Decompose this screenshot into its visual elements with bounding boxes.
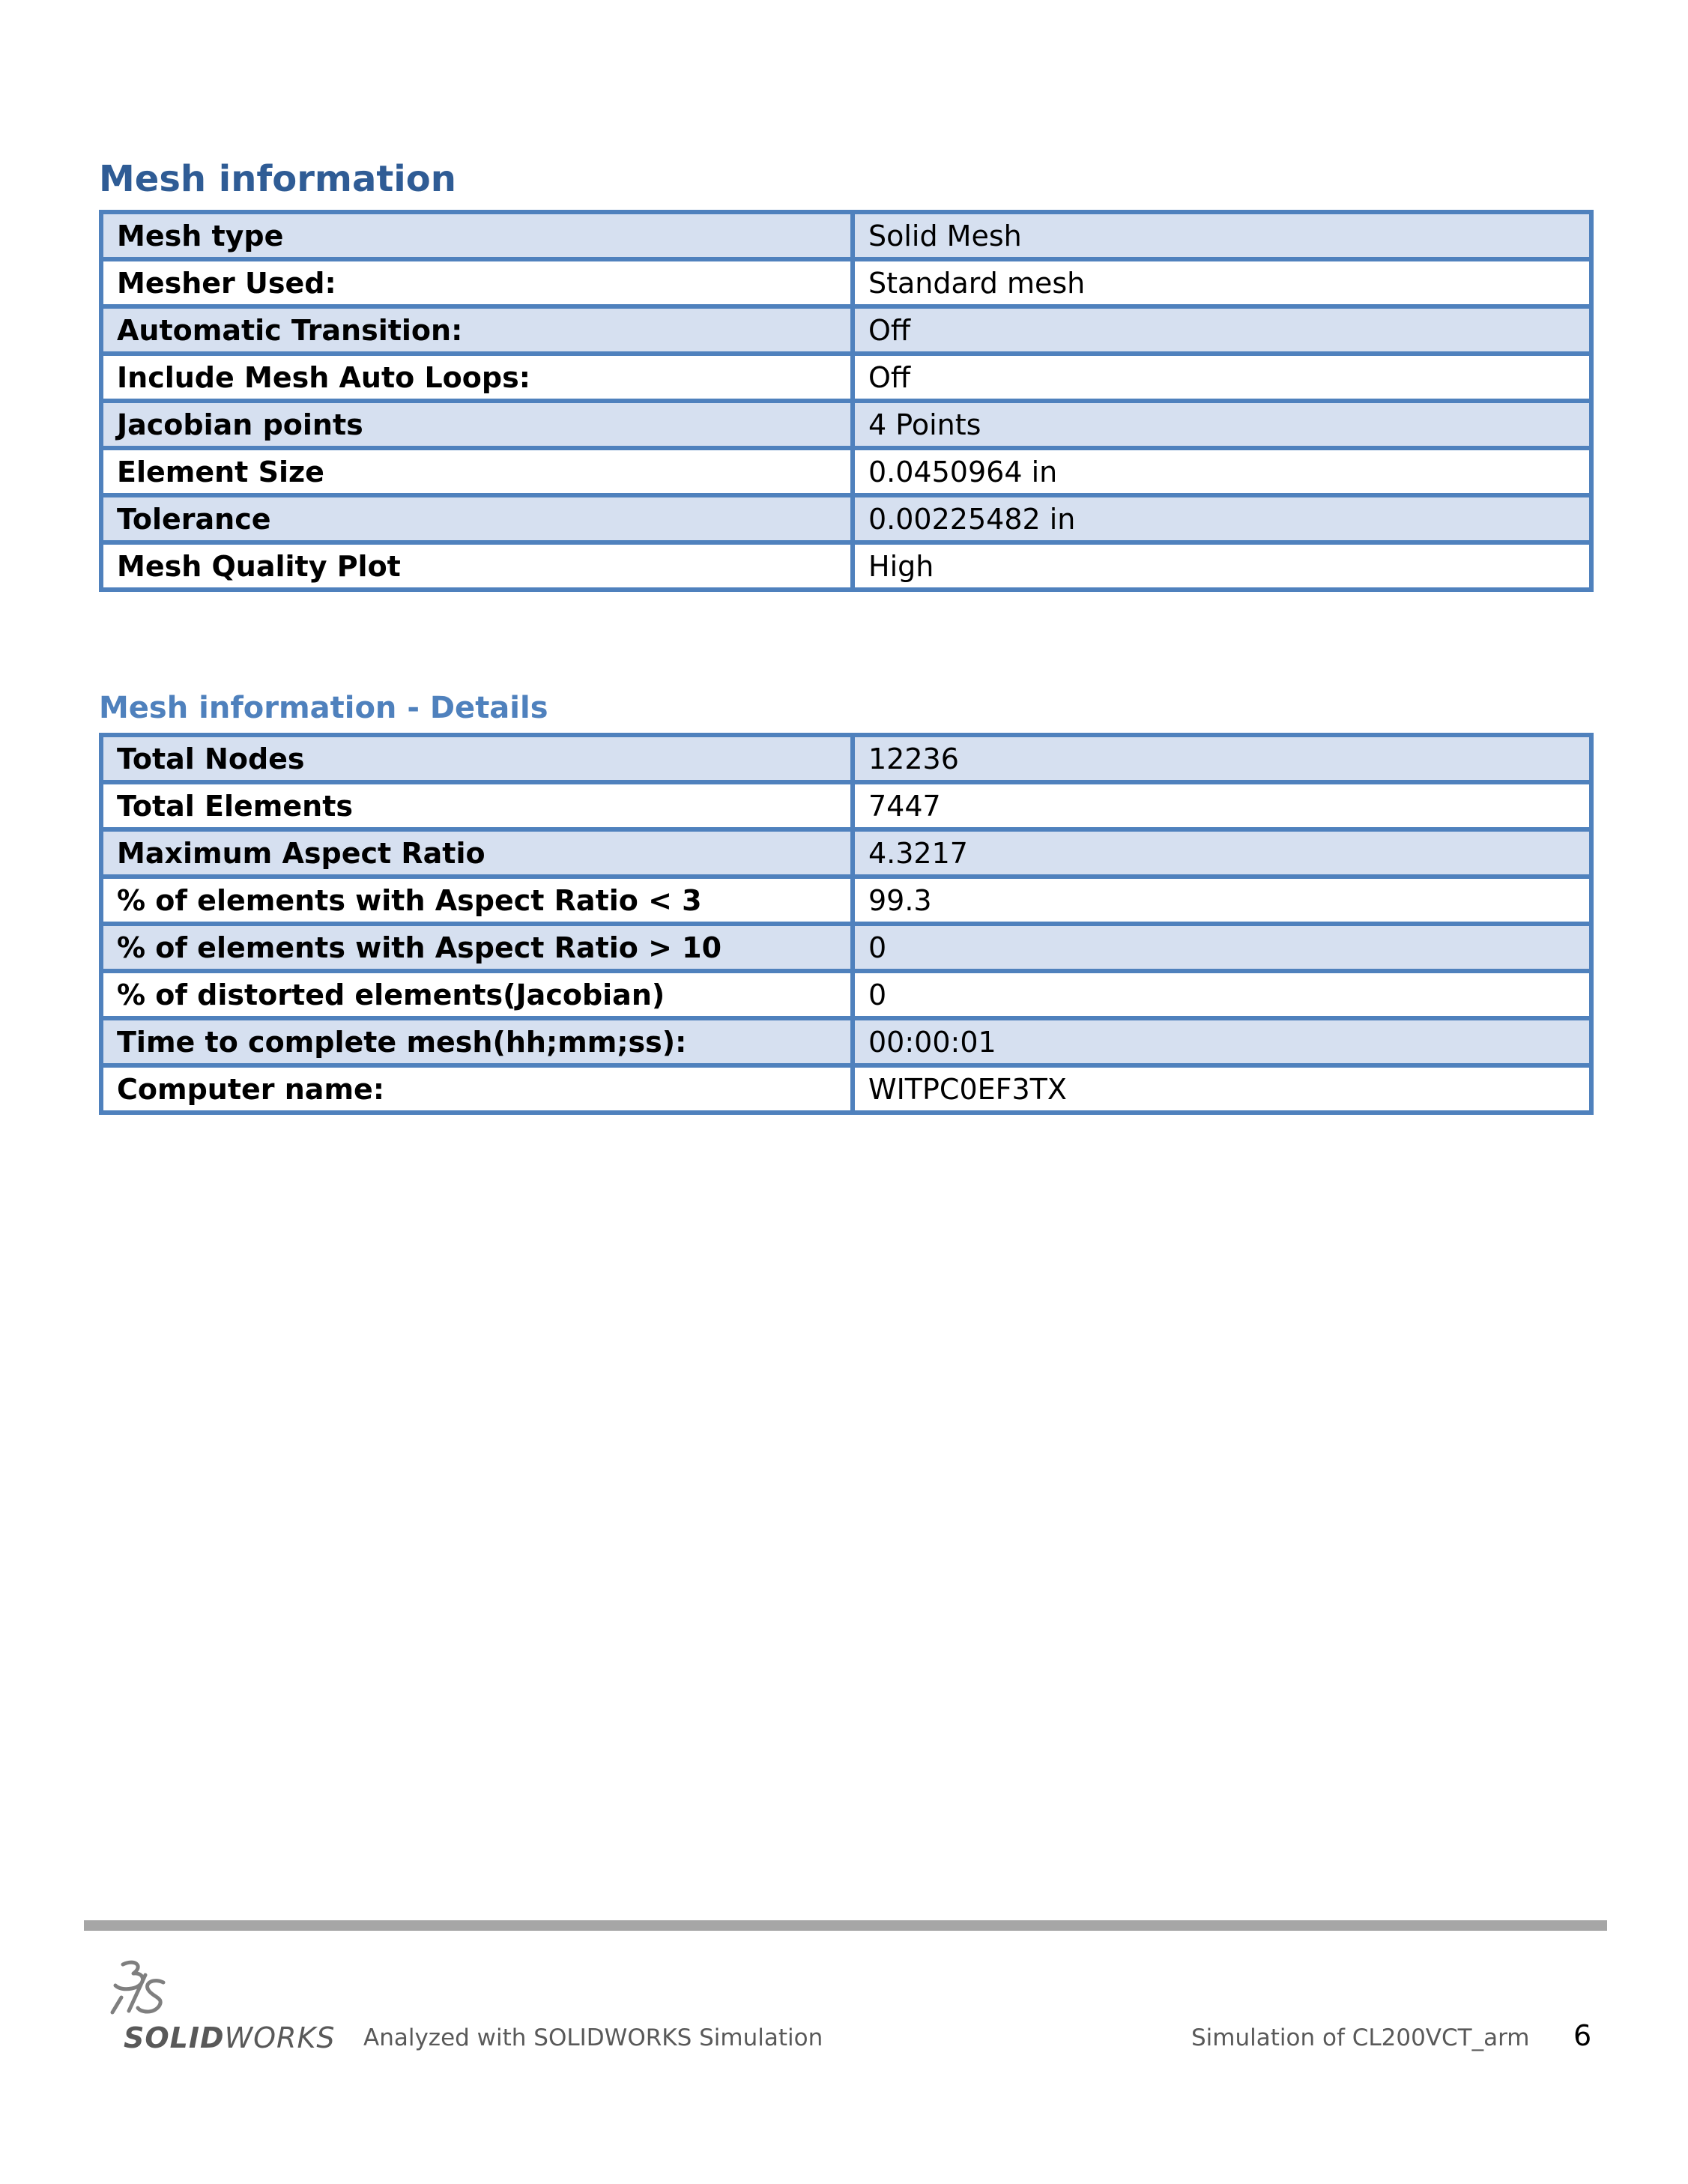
table-row (101, 212, 1591, 259)
mesh-details-table (99, 733, 1594, 1115)
table-row (101, 1018, 1591, 1065)
row-value: High (853, 542, 1591, 590)
page-number: 6 (1573, 2019, 1592, 2052)
table-row (101, 401, 1591, 448)
row-value: 0 (853, 971, 1591, 1018)
logo-word-bold: SOLID (124, 2021, 225, 2054)
row-label: Jacobian points (101, 401, 853, 448)
row-value: 7447 (853, 782, 1591, 829)
solidworks-logo-wordmark (124, 2021, 336, 2054)
logo-word-light: WORKS (224, 2021, 336, 2054)
row-label: Include Mesh Auto Loops: (101, 354, 853, 401)
row-value: WITPC0EF3TX (853, 1065, 1591, 1113)
mesh-information-heading: Mesh information (99, 158, 456, 200)
row-label: Mesh Quality Plot (101, 542, 853, 590)
row-label: Total Elements (101, 782, 853, 829)
row-value: 4 Points (853, 401, 1591, 448)
row-label: Total Nodes (101, 735, 853, 782)
table-row (101, 1065, 1591, 1113)
row-value: 0.0450964 in (853, 448, 1591, 495)
row-value: 99.3 (853, 877, 1591, 924)
row-label: % of elements with Aspect Ratio < 3 (101, 877, 853, 924)
row-label: % of elements with Aspect Ratio > 10 (101, 924, 853, 971)
table-row (101, 924, 1591, 971)
table-row (101, 971, 1591, 1018)
table-row (101, 829, 1591, 877)
row-value: Off (853, 354, 1591, 401)
row-label: Computer name: (101, 1065, 853, 1113)
table-row (101, 259, 1591, 306)
row-label: Automatic Transition: (101, 306, 853, 354)
row-value: 12236 (853, 735, 1591, 782)
row-value: 4.3217 (853, 829, 1591, 877)
table-row (101, 495, 1591, 542)
row-value: 0 (853, 924, 1591, 971)
table-row (101, 782, 1591, 829)
row-value: Off (853, 306, 1591, 354)
mesh-details-heading: Mesh information - Details (99, 691, 548, 725)
row-value: Solid Mesh (853, 212, 1591, 259)
row-value: Standard mesh (853, 259, 1591, 306)
mesh-information-table (99, 210, 1594, 592)
row-label: Maximum Aspect Ratio (101, 829, 853, 877)
footer-divider (84, 1920, 1607, 1931)
row-value: 00:00:01 (853, 1018, 1591, 1065)
table-row (101, 877, 1591, 924)
row-label: Mesher Used: (101, 259, 853, 306)
table-row (101, 735, 1591, 782)
row-label: Tolerance (101, 495, 853, 542)
row-label: % of distorted elements(Jacobian) (101, 971, 853, 1018)
footer-analyzed-with: Analyzed with SOLIDWORKS Simulation (363, 2024, 823, 2051)
row-label: Mesh type (101, 212, 853, 259)
table-row (101, 542, 1591, 590)
table-row (101, 306, 1591, 354)
row-value: 0.00225482 in (853, 495, 1591, 542)
table-row (101, 354, 1591, 401)
row-label: Element Size (101, 448, 853, 495)
table-row (101, 448, 1591, 495)
row-label: Time to complete mesh(hh;mm;ss): (101, 1018, 853, 1065)
footer-simulation-name: Simulation of CL200VCT_arm (1191, 2024, 1530, 2051)
